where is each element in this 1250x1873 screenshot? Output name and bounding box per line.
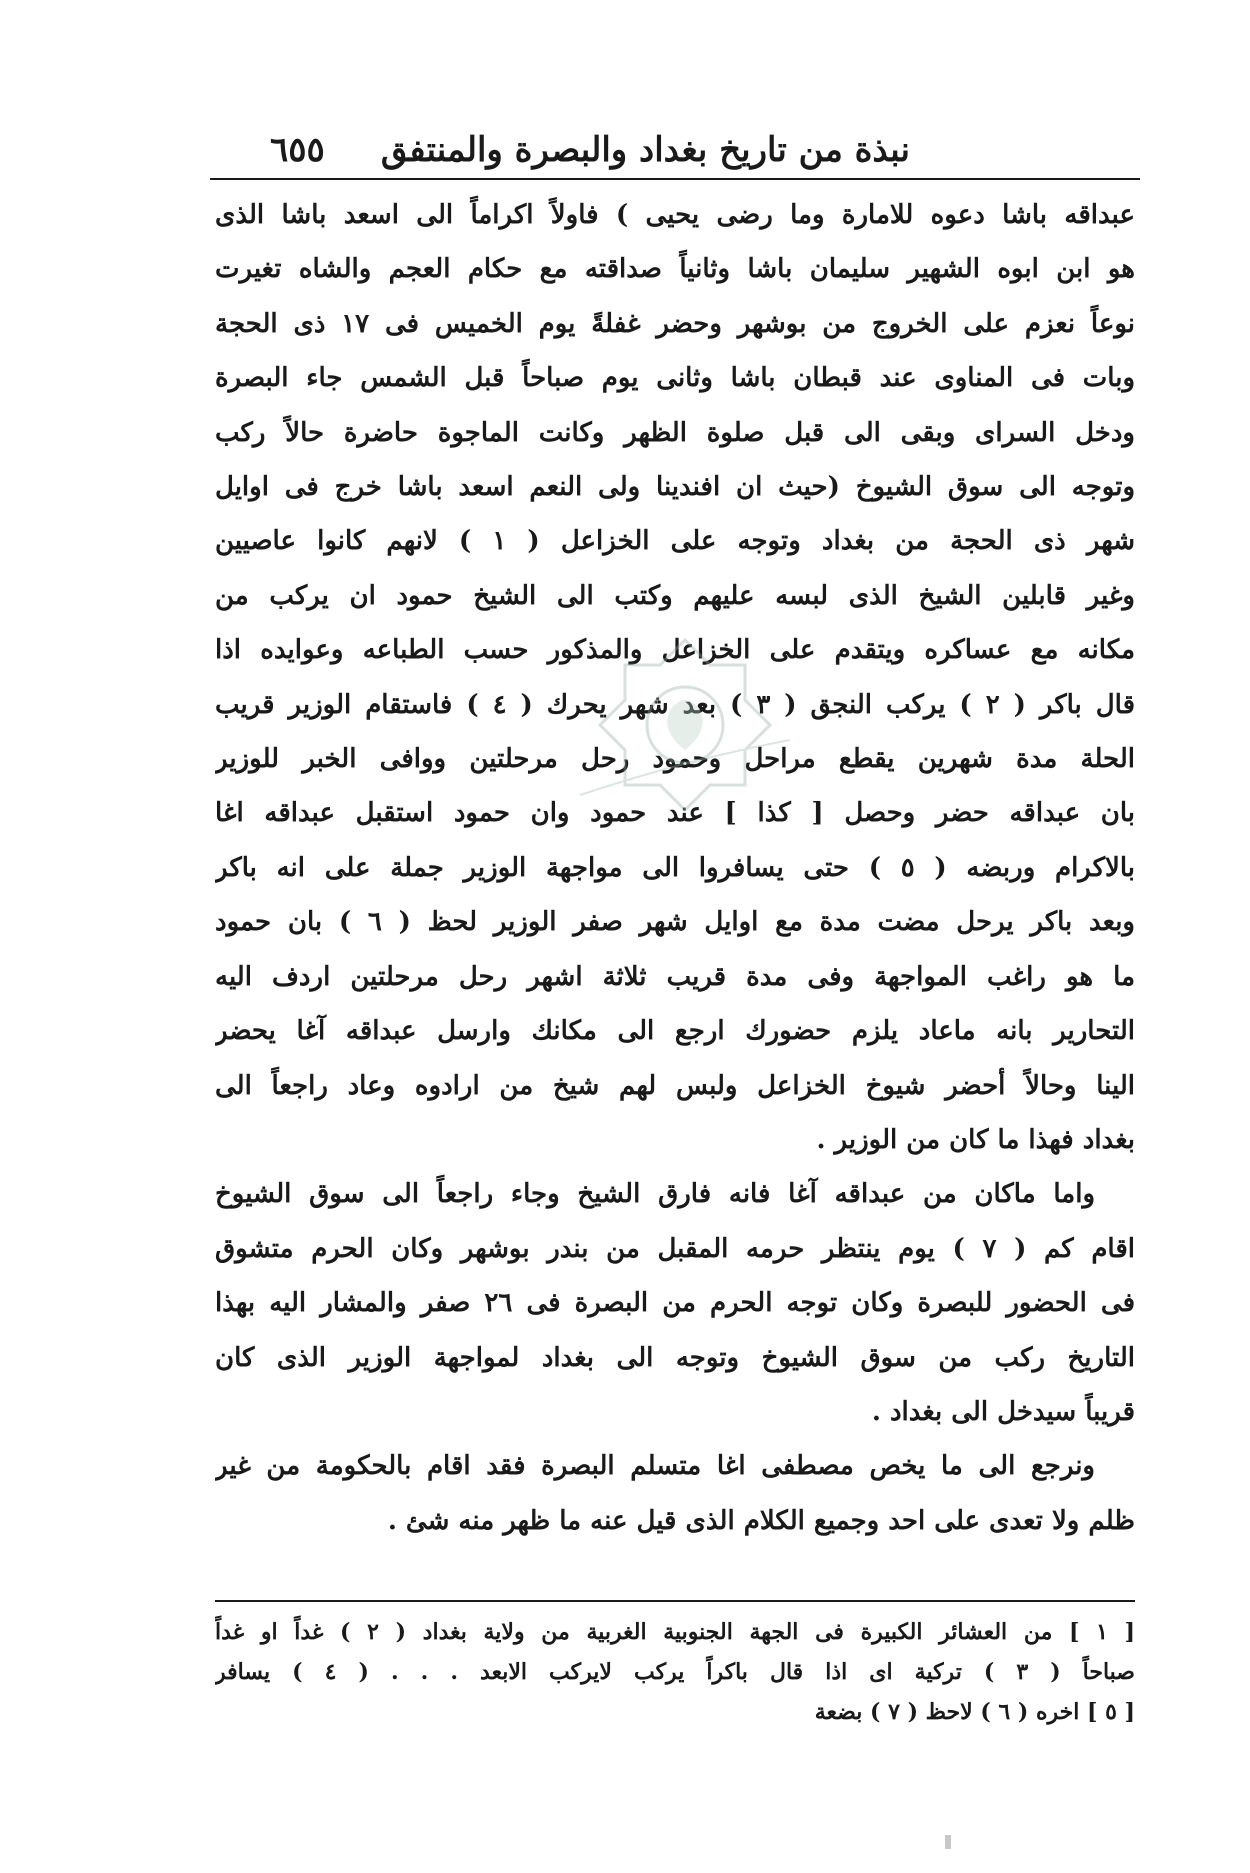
text-line: الينا وحالاً أحضر شيوخ الخزاعل ولبس لهم شيخ من ارادوه وعاد راجعاً الى bbox=[215, 1070, 1135, 1101]
footnote-line: صباحاً ( ٣ ) تركية اى اذا قال باكراً يركب لايركب الابعد . . . ( ٤ ) يسافر bbox=[215, 1659, 1135, 1685]
text-line: اقام كم ( ٧ ) يوم ينتظر حرمه المقبل من بندر بوشهر وكان الحرم متشوق bbox=[215, 1233, 1135, 1264]
text-line: مكانه مع عساكره ويتقدم على الخزاعل والمذكور حسب الطباعه وعوايده اذا bbox=[215, 635, 1135, 666]
text-line: وتوجه الى سوق الشيوخ (حيث ان افندينا ولى النعم اسعد باشا خرج فى اوايل bbox=[215, 472, 1135, 503]
text-line: التحارير بانه ماعاد يلزم حضورك ارجع الى مكانك وارسل عبداقه آغا يحضر bbox=[215, 1016, 1135, 1047]
paragraph-3 bbox=[215, 1439, 1135, 1548]
text-line: عبداقه باشا دعوه للامارة وما رضى يحيى ) فاولاً اكراماً الى اسعد باشا الذى bbox=[215, 200, 1135, 230]
text-line: بان عبداقه حضر وحصل [ كذا ] عند حمود وان حمود استقبل عبداقه اغا bbox=[215, 798, 1135, 829]
text-line: وبات فى المناوى عند قبطان باشا وثانى يوم صباحاً قبل الشمس جاء البصرة bbox=[215, 363, 1135, 394]
footnote-line: [ ٥ ] اخره ( ٦ ) لاحظ ( ٧ ) بضعة bbox=[814, 1699, 1135, 1725]
text-line: فى الحضور للبصرة وكان توجه الحرم من البصرة فى ٢٦ صفر والمشار اليه بهذا bbox=[215, 1288, 1135, 1319]
text-line: وبعد باكر يرحل مضت مدة مع اوايل شهر صفر الوزير لحظ ( ٦ ) بان حمود bbox=[215, 907, 1135, 938]
page-header bbox=[270, 110, 910, 170]
header-rule bbox=[210, 178, 1140, 180]
text-line: بغداد فهذا ما كان من الوزير . bbox=[816, 1124, 1135, 1155]
text-line: قريباً سيدخل الى بغداد . bbox=[871, 1396, 1135, 1427]
body-text bbox=[215, 188, 1135, 1548]
footnote-rule bbox=[215, 1600, 1135, 1602]
text-line: التاريخ ركب من سوق الشيوخ وتوجه الى بغداد لمواجهة الوزير الذى كان bbox=[215, 1342, 1135, 1373]
text-line: نوعاً نعزم على الخروج من بوشهر وحضر غفلةً يوم الخميس فى ١٧ ذى الحجة bbox=[215, 308, 1135, 339]
page-number: ٦٥٥ bbox=[270, 130, 325, 170]
footnotes bbox=[215, 1612, 1135, 1732]
text-line: الحلة مدة شهرين يقطع مراحل وحمود رحل مرحلتين ووافى الخبر للوزير bbox=[215, 744, 1135, 775]
text-line: قال باكر ( ٢ ) يركب النجق ( ٣ ) بعد شهر يحرك ( ٤ ) فاستقام الوزير قريب bbox=[215, 689, 1135, 720]
footnote-line: [ ١ ] من العشائر الكبيرة فى الجهة الجنوبية الغربية من ولاية بغداد ( ٢ ) غداً او غداً bbox=[215, 1619, 1135, 1645]
text-line: وغير قابلين الشيخ الذى لبسه عليهم وكتب الى الشيخ حمود ان يركب من bbox=[215, 580, 1135, 611]
scan-mark bbox=[945, 1835, 951, 1849]
text-line: ظلم ولا تعدى على احد وجميع الكلام الذى قيل عنه ما ظهر منه شئ . bbox=[387, 1505, 1135, 1536]
text-line: واما ماكان من عبداقه آغا فانه فارق الشيخ وجاء راجعاً الى سوق الشيوخ bbox=[215, 1179, 1095, 1210]
text-line: ما هو راغب المواجهة وفى مدة قريب ثلاثة اشهر رحل مرحلتين اردف اليه bbox=[215, 961, 1135, 992]
paragraph-1 bbox=[215, 188, 1135, 1167]
paragraph-2 bbox=[215, 1167, 1135, 1439]
text-line: هو ابن ابوه الشهير سليمان باشا وثانياً صداقته مع حكام العجم والشاه تغيرت bbox=[215, 254, 1135, 285]
text-line: ودخل السراى وبقى الى قبل صلوة الظهر وكانت الماجوة حاضرة حالاً ركب bbox=[215, 417, 1135, 448]
text-line: ونرجع الى ما يخص مصطفى اغا متسلم البصرة فقد اقام بالحكومة من غير bbox=[215, 1451, 1095, 1482]
text-line: بالاكرام وربضه ( ٥ ) حتى يسافروا الى مواجهة الوزير جملة على انه باكر bbox=[215, 852, 1135, 883]
running-title: نبذة من تاريخ بغداد والبصرة والمنتفق bbox=[380, 130, 910, 170]
text-line: شهر ذى الحجة من بغداد وتوجه على الخزاعل ( ١ ) لانهم كانوا عاصيين bbox=[215, 526, 1135, 557]
